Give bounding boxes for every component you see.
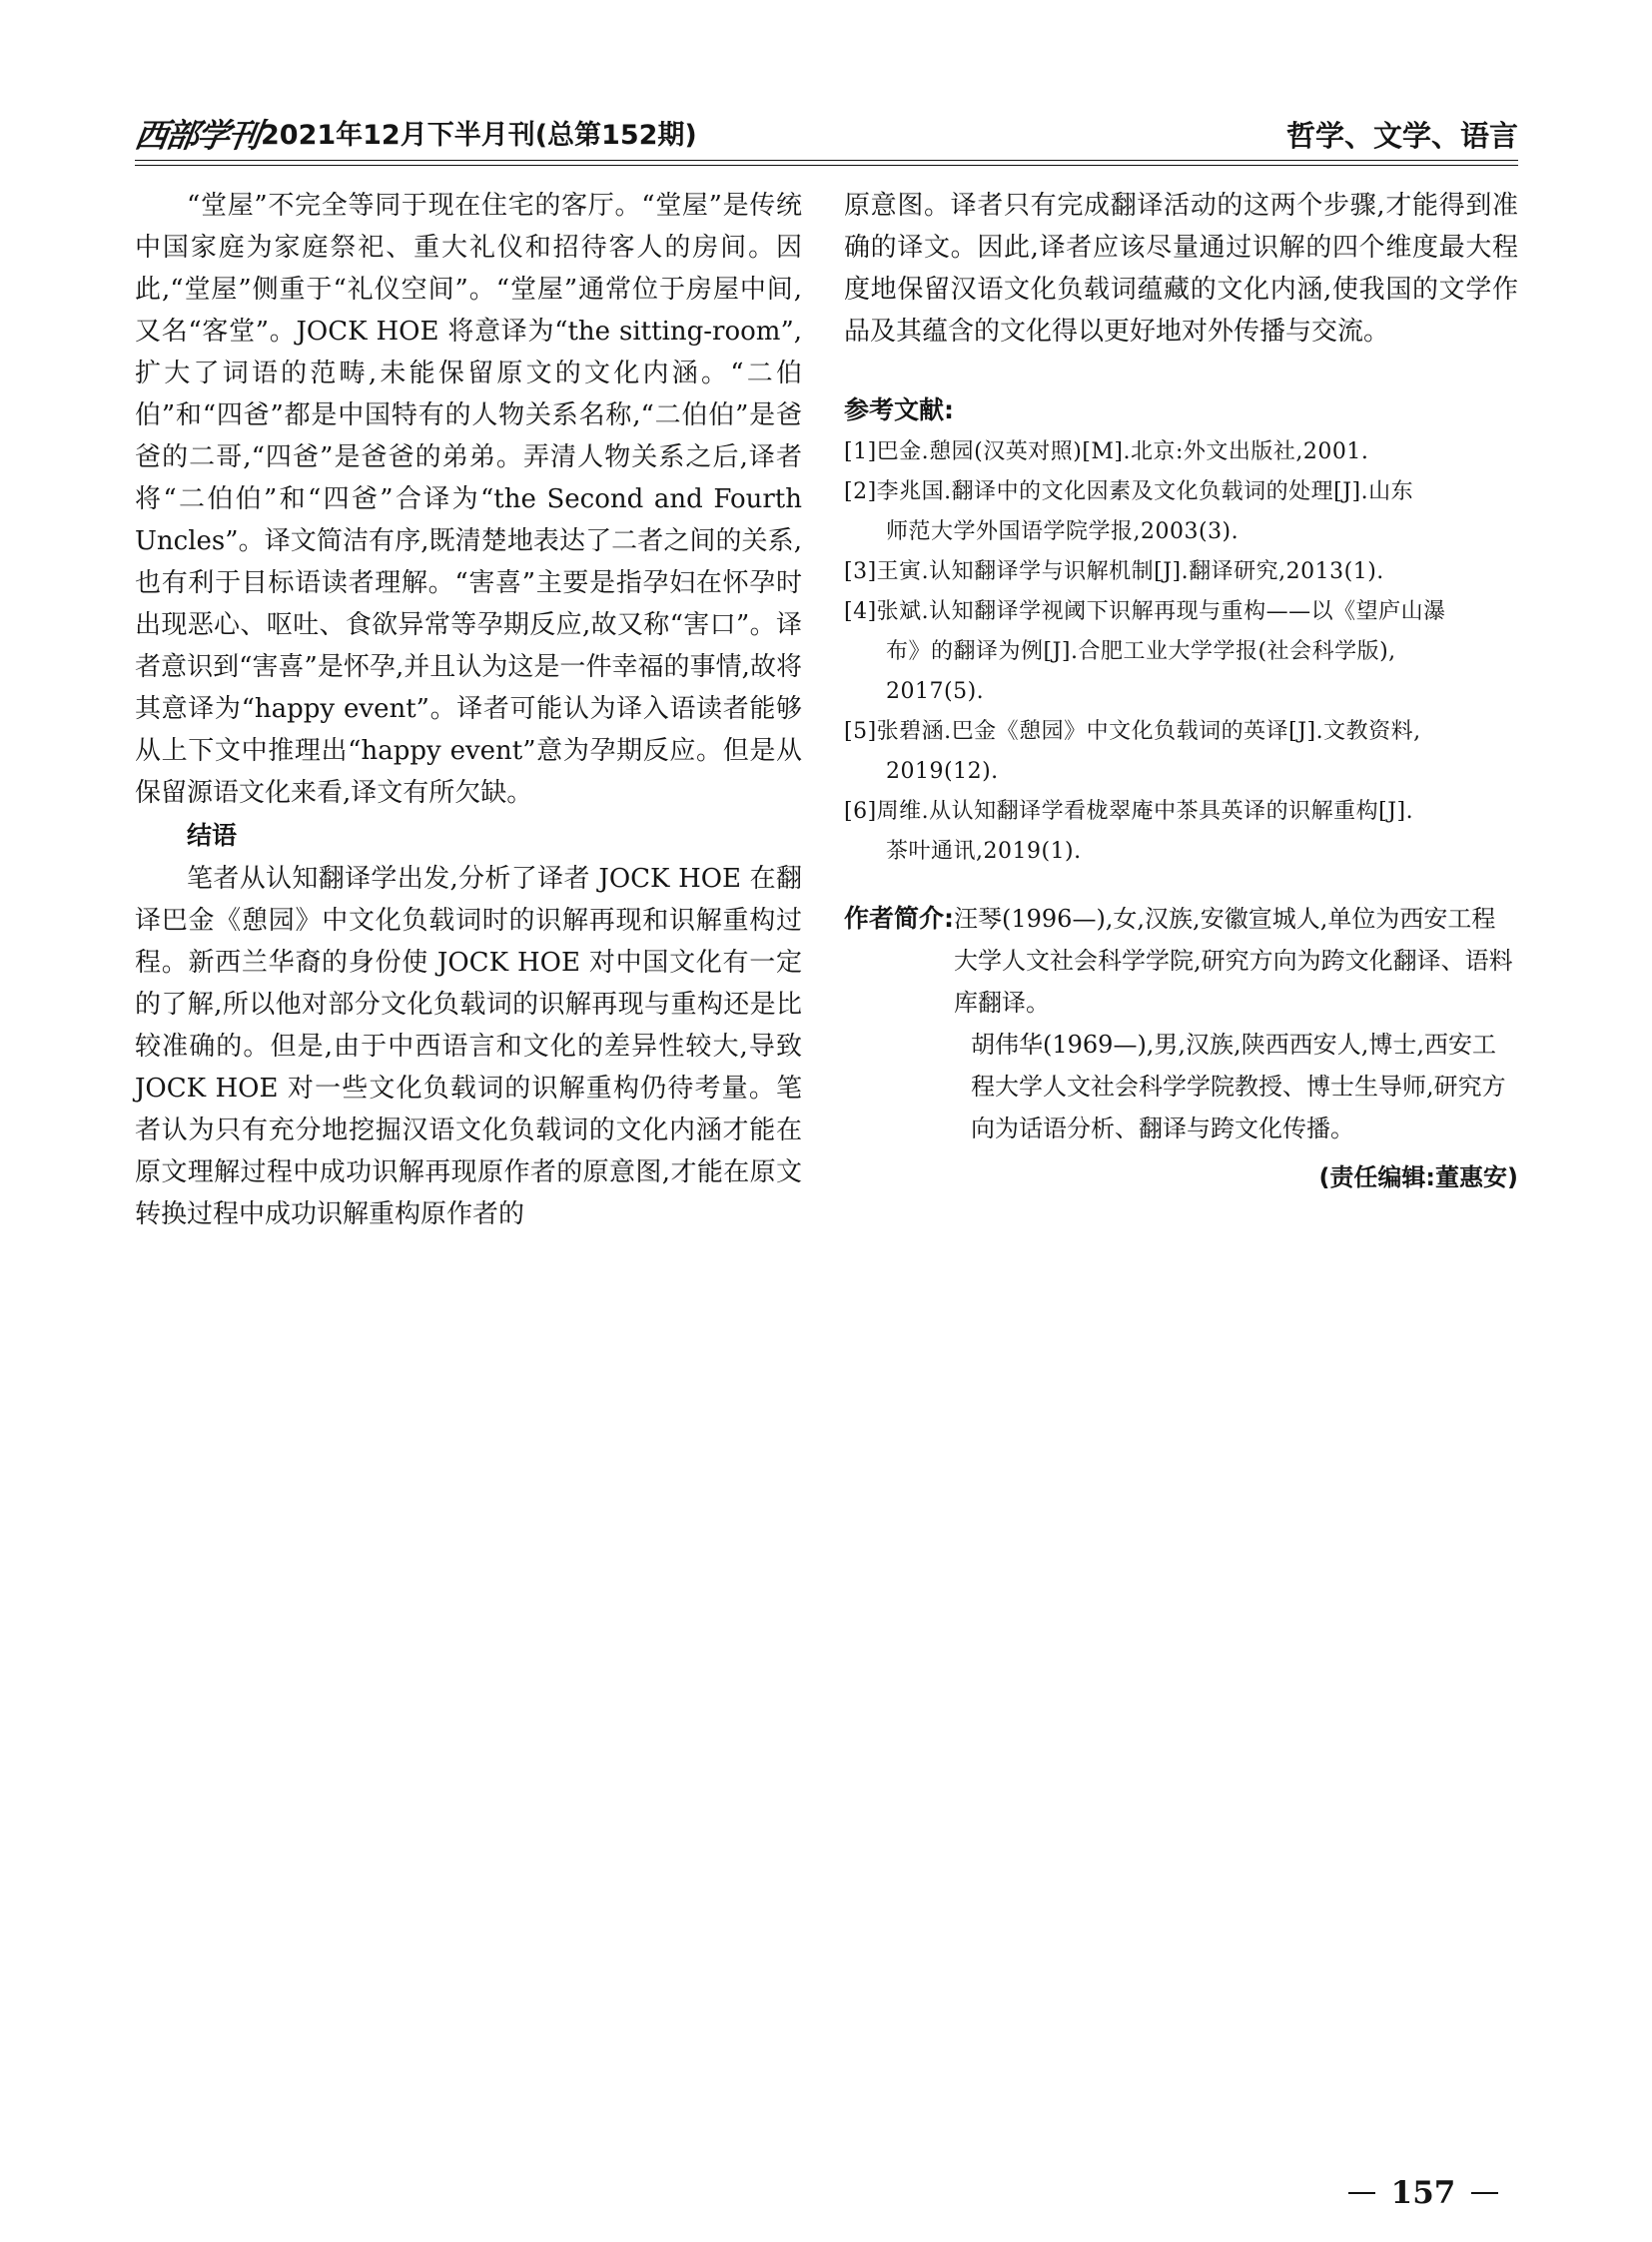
reference-line: 布》的翻译为例[J].合肥工业大学学报(社会科学版), xyxy=(886,639,1396,664)
reference-list xyxy=(844,432,1518,872)
reference-item xyxy=(844,712,1518,792)
header-rule-bottom xyxy=(135,165,1518,166)
reference-line: [5]张碧涵.巴金《憩园》中文化负载词的英译[J].文教资料, xyxy=(844,719,1421,744)
section-name: 哲学、文学、语言 xyxy=(1285,119,1518,153)
reference-item xyxy=(844,792,1518,872)
right-column xyxy=(844,185,1518,1199)
dash-left xyxy=(1348,2192,1375,2194)
reference-line: [3]王寅.认知翻译学与识解机制[J].翻译研究,2013(1). xyxy=(844,559,1384,584)
page-number-block xyxy=(1348,2175,1498,2211)
author-bio-2: 胡伟华(1969—),男,汉族,陕西西安人,博士,西安工程大学人文社会科学学院教授、博士生导师,研究方向为话语分析、翻译与跨文化传播。 xyxy=(971,1031,1506,1142)
reference-line: [6]周维.从认知翻译学看栊翠庵中茶具英译的识解重构[J]. xyxy=(844,799,1414,824)
journal-logo: 西部学刊 xyxy=(132,116,262,155)
author-bio-1: 汪琴(1996—),女,汉族,安徽宣城人,单位为西安工程大学人文社会科学学院,研究方向为跨文化翻译、语料库翻译。 xyxy=(954,905,1513,1017)
author-bio xyxy=(844,898,1518,1024)
reference-item xyxy=(844,552,1518,592)
reference-line: 2017(5). xyxy=(886,679,985,704)
conclusion-paragraph: 笔者从认知翻译学出发,分析了译者 JOCK HOE 在翻译巴金《憩园》中文化负载词时的识解再现和识解重构过程。新西兰华裔的身份使 JOCK HOE 对中国文化有一定的了解,所以他对部分文化负载词的识解再现与重构还是比较准确的。但是,由于中西语言和文化的差异性较大,导致 JOCK HOE 对一些文化负载词的识解重构仍待考量。笔者认为只有充分地挖掘汉语文化负载词的文化内涵才能在原文理解过程中成功识解再现原作者的原意图,才能在原文转换过程中成功识解重构原作者的 xyxy=(135,864,802,1229)
reference-line: [1]巴金.憩园(汉英对照)[M].北京:外文出版社,2001. xyxy=(844,439,1369,464)
reference-item xyxy=(844,432,1518,472)
dash-right xyxy=(1471,2192,1498,2194)
reference-item xyxy=(844,472,1518,552)
reference-line: 茶叶通讯,2019(1). xyxy=(886,839,1082,864)
references-heading: 参考文献: xyxy=(844,395,954,424)
body-paragraph: “堂屋”不完全等同于现在住宅的客厅。“堂屋”是传统中国家庭为家庭祭祀、重大礼仪和招待客人的房间。因此,“堂屋”侧重于“礼仪空间”。“堂屋”通常位于房屋中间,又名“客堂”。JOCK HOE 将意译为“the sitting-room”,扩大了词语的范畴,未能保留原文的文化内涵。“二伯伯”和“四爸”都是中国特有的人物关系名称,“二伯伯”是爸爸的二哥,“四爸”是爸爸的弟弟。弄清人物关系之后,译者将“二伯伯”和“四爸”合译为“the Second and Fourth Uncles”。译文简洁有序,既清楚地表达了二者之间的关系,也有利于目标语读者理解。“害喜”主要是指孕妇在怀孕时出现恶心、呕吐、食欲异常等孕期反应,故又称“害口”。译者意识到“害喜”是怀孕,并且认为这是一件幸福的事情,故将其意译为“happy event”。译者可能认为译入语读者能够从上下文中推理出“happy event”意为孕期反应。但是从保留源语文化来看,译文有所欠缺。 xyxy=(135,191,802,808)
body-paragraph-continued: 原意图。译者只有完成翻译活动的这两个步骤,才能得到准确的译文。因此,译者应该尽量通过识解的四个维度最大程度地保留汉语文化负载词蕴藏的文化内涵,使我国的文学作品及其蕴含的文化得以更好地对外传播与交流。 xyxy=(844,191,1518,347)
running-header xyxy=(132,112,1518,156)
page-number: 157 xyxy=(1390,2175,1456,2211)
reference-line: 2019(12). xyxy=(886,759,999,784)
header-rule-top xyxy=(135,160,1518,161)
left-column xyxy=(135,185,802,1235)
conclusion-heading: 结语 xyxy=(187,821,238,850)
header-left xyxy=(132,116,697,156)
issue-info: 2021年12月下半月刊(总第152期) xyxy=(261,120,697,151)
reference-line: [4]张斌.认知翻译学视阈下识解再现与重构——以《望庐山瀑 xyxy=(844,599,1446,624)
author-bio-label: 作者简介: xyxy=(844,904,954,933)
responsible-editor: (责任编辑:董惠安) xyxy=(1318,1163,1518,1191)
reference-line: [2]李兆国.翻译中的文化因素及文化负载词的处理[J].山东 xyxy=(844,479,1414,504)
reference-line: 师范大学外国语学院学报,2003(3). xyxy=(886,519,1239,544)
reference-item xyxy=(844,592,1518,712)
